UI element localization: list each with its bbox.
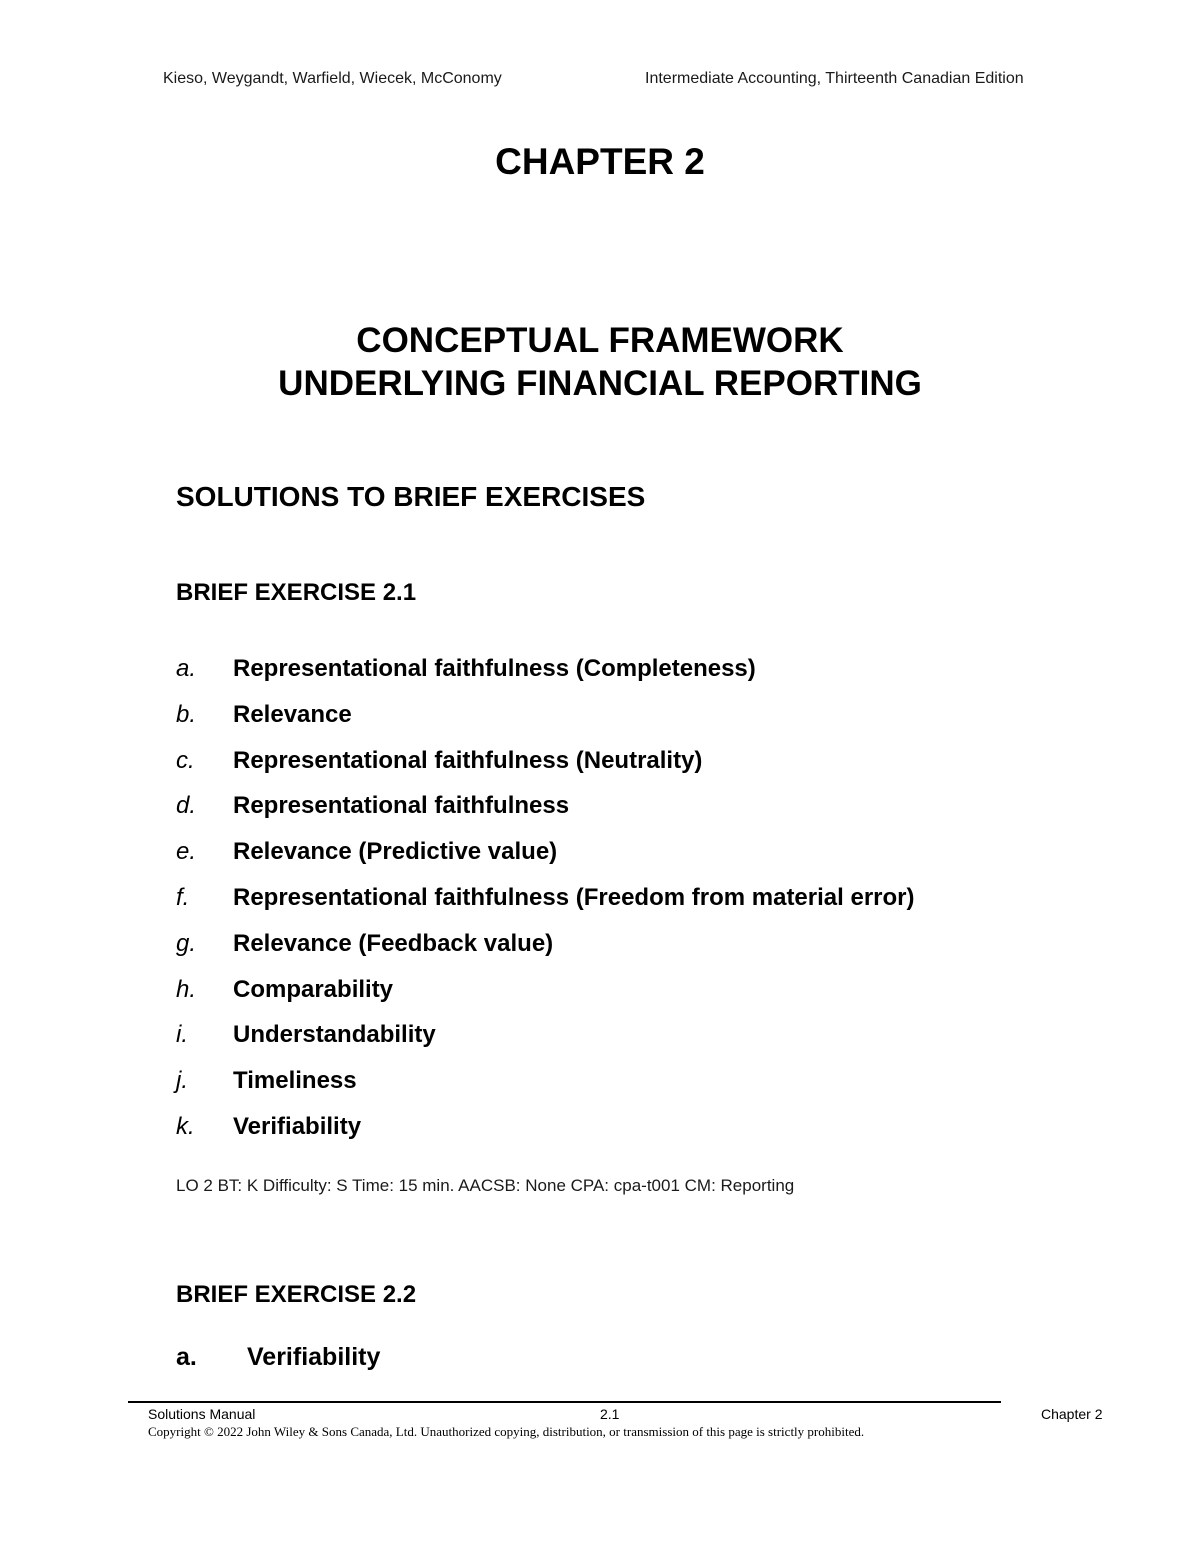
answer-letter: g. bbox=[176, 929, 197, 957]
footer-left-label: Solutions Manual bbox=[148, 1406, 256, 1422]
answer-letter: a. bbox=[176, 655, 197, 682]
answer-text: Comparability bbox=[233, 975, 394, 1003]
list-item bbox=[176, 928, 915, 974]
list-item bbox=[176, 790, 915, 836]
list-item bbox=[176, 974, 915, 1020]
answer-text: Representational faithfulness (Freedom from material error) bbox=[233, 883, 915, 911]
list-item bbox=[176, 1019, 915, 1065]
answer-letter: h. bbox=[176, 975, 197, 1003]
exercise-2-2-item bbox=[176, 1343, 380, 1372]
answer-text: Understandability bbox=[233, 1021, 436, 1049]
chapter-subtitle-line-2: UNDERLYING FINANCIAL REPORTING bbox=[278, 364, 922, 403]
answer-letter: e. bbox=[176, 838, 197, 866]
section-heading: SOLUTIONS TO BRIEF EXERCISES bbox=[176, 481, 646, 512]
answer-letter: d. bbox=[176, 792, 197, 820]
chapter-title: CHAPTER 2 bbox=[495, 141, 705, 182]
answer-letter: a. bbox=[176, 1343, 197, 1371]
chapter-subtitle bbox=[0, 319, 1200, 405]
chapter-subtitle-line-1: CONCEPTUAL FRAMEWORK bbox=[356, 321, 844, 360]
footer-right-label: Chapter 2 bbox=[1041, 1406, 1103, 1422]
answer-letter: i. bbox=[176, 1021, 188, 1049]
answer-text: Relevance (Predictive value) bbox=[233, 838, 558, 866]
list-item bbox=[176, 699, 915, 745]
running-header-book-title: Intermediate Accounting, Thirteenth Canadian Edition bbox=[645, 70, 1024, 87]
list-item bbox=[176, 836, 915, 882]
list-item bbox=[176, 1111, 915, 1157]
answer-text: Representational faithfulness bbox=[233, 792, 570, 820]
answer-letter: j. bbox=[176, 1067, 188, 1095]
page-number: 2.1 bbox=[600, 1406, 620, 1422]
list-item bbox=[176, 1065, 915, 1111]
answer-letter: c. bbox=[176, 746, 195, 774]
list-item bbox=[176, 653, 915, 699]
answer-text: Verifiability bbox=[247, 1343, 381, 1371]
answer-text: Relevance bbox=[233, 700, 352, 728]
answer-text: Relevance (Feedback value) bbox=[233, 929, 554, 957]
running-header-authors: Kieso, Weygandt, Warfield, Wiecek, McConomy bbox=[163, 70, 502, 87]
exercise-2-2-heading: BRIEF EXERCISE 2.2 bbox=[176, 1281, 417, 1308]
answer-text: Representational faithfulness (Completeness) bbox=[233, 655, 756, 682]
copyright-notice: Copyright © 2022 John Wiley & Sons Canada, Ltd. Unauthorized copying, distribution, or transmission of this page is strictly prohibited. bbox=[148, 1424, 865, 1439]
answer-letter: k. bbox=[176, 1112, 195, 1140]
answer-text: Verifiability bbox=[233, 1112, 362, 1140]
answer-letter: f. bbox=[176, 883, 190, 911]
exercise-2-1-heading: BRIEF EXERCISE 2.1 bbox=[176, 579, 417, 606]
exercise-2-1-answer-list bbox=[176, 653, 915, 1157]
list-item bbox=[176, 882, 915, 928]
footer-divider bbox=[128, 1401, 1001, 1403]
answer-letter: b. bbox=[176, 700, 197, 728]
answer-text: Representational faithfulness (Neutrality) bbox=[233, 746, 703, 774]
answer-text: Timeliness bbox=[233, 1067, 357, 1095]
exercise-2-1-metadata: LO 2 BT: K Difficulty: S Time: 15 min. AACSB: None CPA: cpa-t001 CM: Reporting bbox=[176, 1176, 795, 1195]
list-item bbox=[176, 745, 915, 791]
